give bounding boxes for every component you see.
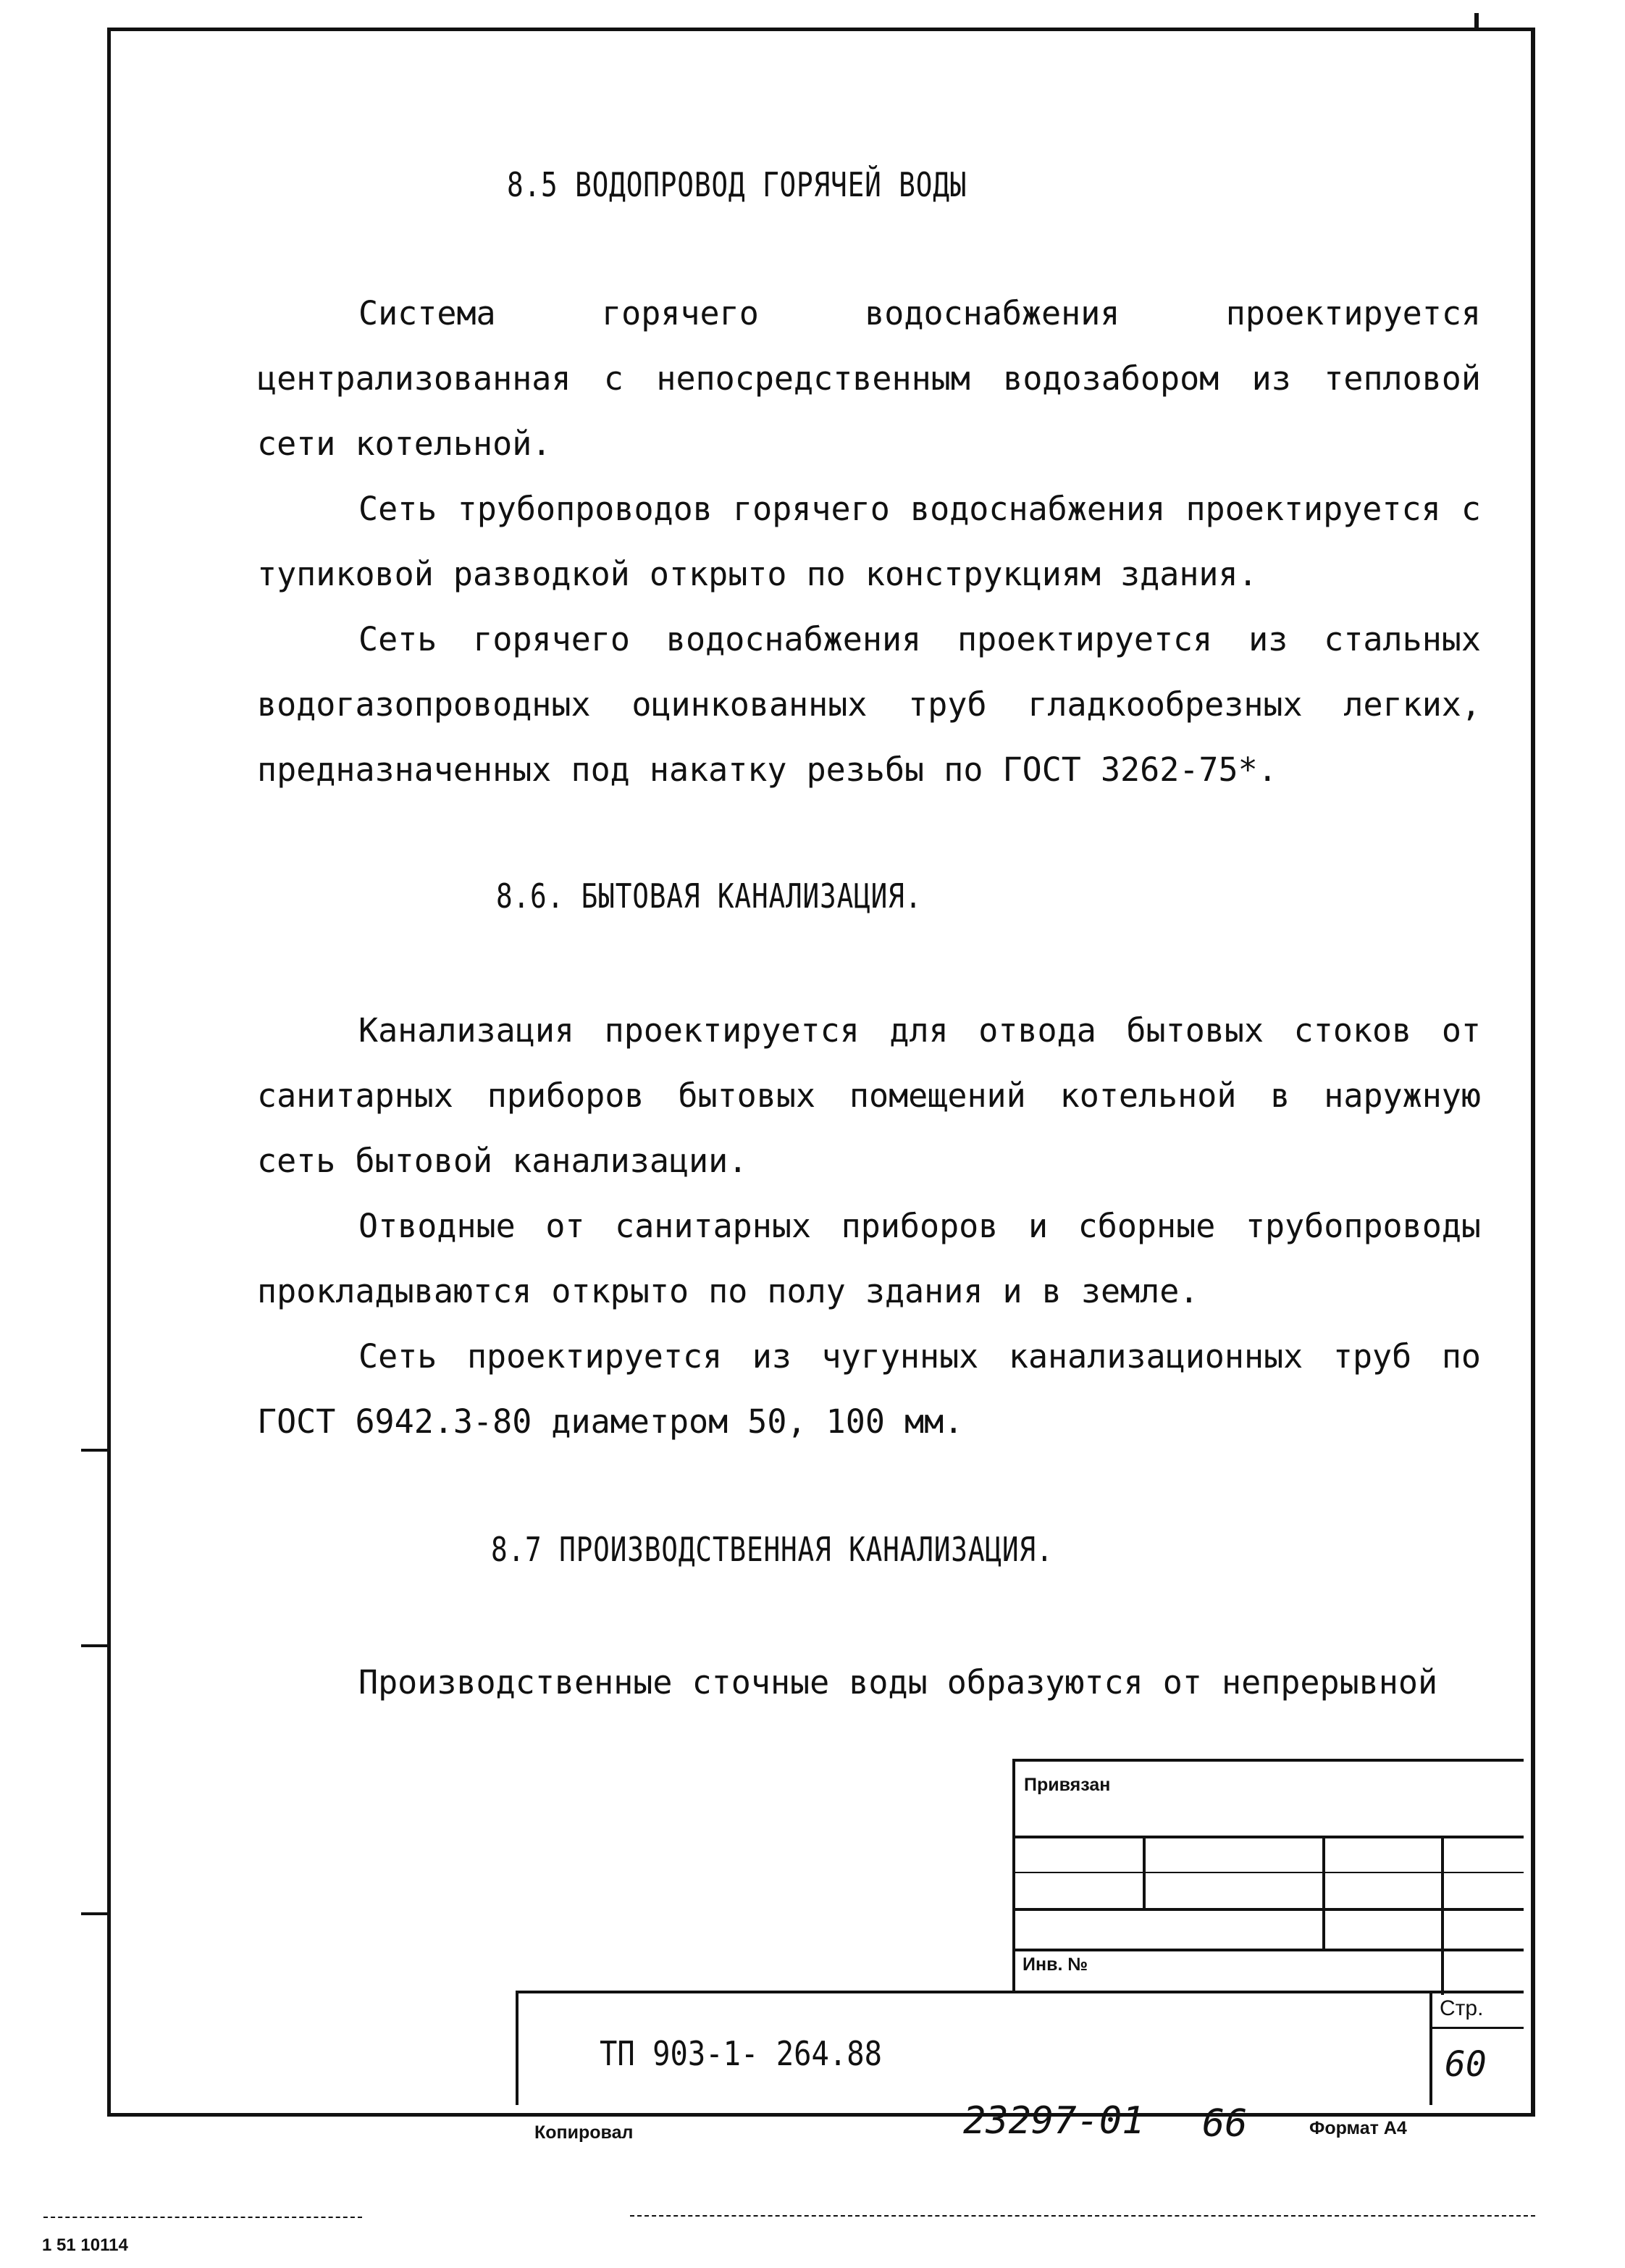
grid-line [1012,1908,1524,1911]
page-number: 60 [1445,2044,1487,2085]
paragraph: Производственные сточные воды образуются от непрерывной [358,1663,1438,1702]
margin-tick [81,1912,110,1915]
document-code: ТП 903-1- 264.88 [600,2034,882,2073]
grid-line [1143,1836,1146,1908]
bottom-dashed-line [630,2215,1535,2217]
handwritten-number: 23297-01 [963,2099,1145,2143]
section-heading-8-5: 8.5 ВОДОПРОВОД ГОРЯЧЕЙ ВОДЫ [507,165,967,204]
paragraph: Сеть горячего водоснабжения проектируется из стальных водогазопроводных оцинкованных труб гладкообрезных легких, предназначенных под накатку резьбы по ГОСТ 3262-75*. [257,620,1481,789]
paragraph: Канализация проектируется для отвода бытовых стоков от санитарных приборов бытовых помещений котельной в наружную сеть бытовой канализации. [257,1011,1481,1180]
grid-line [1012,1872,1524,1873]
margin-tick [81,1644,110,1647]
grid-line [1012,1836,1524,1838]
copied-label: Копировал [534,2122,634,2143]
sheet-number: 66 [1202,2102,1248,2146]
bottom-dashed-line [43,2217,362,2218]
section-heading-8-7: 8.7 ПРОИЗВОДСТВЕННАЯ КАНАЛИЗАЦИЯ. [491,1530,1054,1569]
paragraph: Отводные от санитарных приборов и сборные трубопроводы прокладываются открыто по полу здания и в земле. [257,1207,1481,1310]
grid-line [1429,2027,1524,2029]
paragraph: Сеть трубопроводов горячего водоснабжения проектируется с тупиковой разводкой открыто по конструкциям здания. [257,490,1481,593]
paragraph: Система горячего водоснабжения проектируется централизованная с непосредственным водозабором из тепловой сети котельной. [257,294,1481,463]
margin-tick [81,1449,110,1452]
page-label: Стр. [1440,1996,1484,2020]
grid-line [1429,1991,1432,2105]
paragraph: Сеть проектируется из чугунных канализационных труб по ГОСТ 6942.3-80 диаметром 50, 100 мм. [257,1337,1481,1441]
privyazan-label: Привязан [1024,1775,1111,1795]
inventory-number-label: Инв. № [1023,1954,1088,1975]
format-label: Формат А4 [1309,2118,1407,2138]
grid-line [1012,1949,1524,1951]
section-heading-8-6: 8.6. БЫТОВАЯ КАНАЛИЗАЦИЯ. [496,876,923,916]
bottom-code: 1 51 10114 [42,2235,128,2255]
grid-line [1322,1836,1325,1949]
grid-line [1441,1836,1444,1995]
